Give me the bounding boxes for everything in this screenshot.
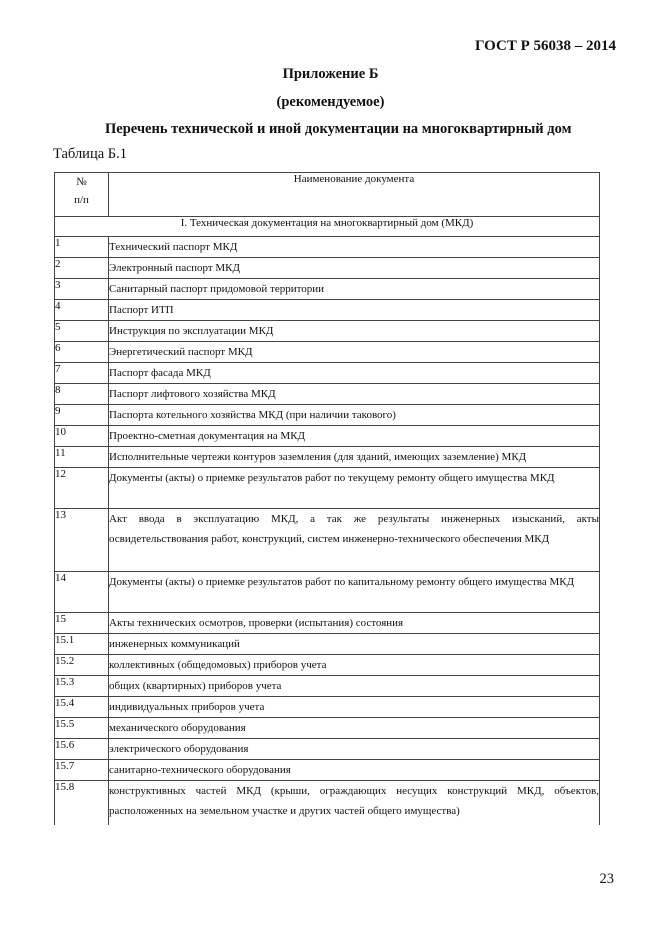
document-name: конструктивных частей МКД (крыши, ограждающих несущих конструкций МКД, объектов, расположенных на земельном участке и других частей общего имущества) (109, 781, 600, 826)
document-name: Паспорт фасада МКД (109, 363, 600, 384)
column-header-number-sign: № (76, 176, 87, 188)
document-name: Акт ввода в эксплуатацию МКД, а так же результаты инженерных изысканий, акты освидетельствования работ, конструкций, систем инженерно-технического обеспечения МКД (109, 509, 600, 572)
table-label: Таблица Б.1 (53, 146, 127, 162)
table-row (55, 384, 600, 405)
document-name: общих (квартирных) приборов учета (109, 676, 600, 697)
row-number: 1 (55, 237, 109, 258)
row-number: 3 (55, 279, 109, 300)
table-row (55, 697, 600, 718)
table-row (55, 321, 600, 342)
table-row (55, 760, 600, 781)
table-row (55, 468, 600, 509)
document-name: санитарно-технического оборудования (109, 760, 600, 781)
table-row (55, 509, 600, 572)
document-name: Паспорт ИТП (109, 300, 600, 321)
row-number: 15.2 (55, 655, 109, 676)
row-number: 12 (55, 468, 109, 509)
row-number: 6 (55, 342, 109, 363)
document-name: Исполнительные чертежи контуров заземления (для зданий, имеющих заземление) МКД (109, 447, 600, 468)
row-number: 15.3 (55, 676, 109, 697)
document-name: коллективных (общедомовых) приборов учета (109, 655, 600, 676)
table-row (55, 279, 600, 300)
table-row (55, 342, 600, 363)
table-row (55, 634, 600, 655)
row-number: 11 (55, 447, 109, 468)
document-name: механического оборудования (109, 718, 600, 739)
document-name: Акты технических осмотров, проверки (испытания) состояния (109, 613, 600, 634)
table-row (55, 718, 600, 739)
row-number: 10 (55, 426, 109, 447)
appendix-title: Приложение Б (282, 66, 379, 82)
document-name: индивидуальных приборов учета (109, 697, 600, 718)
table-row (55, 237, 600, 258)
row-number: 8 (55, 384, 109, 405)
table-row (55, 781, 600, 826)
row-number: 15.4 (55, 697, 109, 718)
documentation-table (54, 172, 600, 825)
table-row (55, 405, 600, 426)
column-header-name: Наименование документа (109, 173, 600, 217)
document-list-title: Перечень технической и иной документации на многоквартирный дом (105, 121, 572, 137)
table-row (55, 676, 600, 697)
document-name: Паспорт лифтового хозяйства МКД (109, 384, 600, 405)
row-number: 15 (55, 613, 109, 634)
row-number: 2 (55, 258, 109, 279)
column-header-number-abbrev: п/п (74, 194, 89, 206)
row-number: 15.5 (55, 718, 109, 739)
row-number: 7 (55, 363, 109, 384)
document-name: Энергетический паспорт МКД (109, 342, 600, 363)
row-number: 14 (55, 572, 109, 613)
page-number: 23 (599, 871, 614, 887)
row-number: 4 (55, 300, 109, 321)
document-name: Паспорта котельного хозяйства МКД (при наличии такового) (109, 405, 600, 426)
section-heading: I. Техническая документация на многоквартирный дом (МКД) (55, 217, 600, 237)
document-name: Документы (акты) о приемке результатов работ по капитальному ремонту общего имущества МКД (109, 572, 600, 613)
table-row (55, 447, 600, 468)
document-name: Санитарный паспорт придомовой территории (109, 279, 600, 300)
table-row (55, 613, 600, 634)
row-number: 9 (55, 405, 109, 426)
row-number: 15.6 (55, 739, 109, 760)
table-row (55, 426, 600, 447)
appendix-status: (рекомендуемое) (276, 94, 385, 110)
row-number: 15.7 (55, 760, 109, 781)
document-name: Проектно-сметная документация на МКД (109, 426, 600, 447)
document-name: Электронный паспорт МКД (109, 258, 600, 279)
table-row (55, 739, 600, 760)
table-row (55, 572, 600, 613)
row-number: 13 (55, 509, 109, 572)
row-number: 5 (55, 321, 109, 342)
table-row (55, 300, 600, 321)
document-name: электрического оборудования (109, 739, 600, 760)
table-row (55, 258, 600, 279)
document-name: Инструкция по эксплуатации МКД (109, 321, 600, 342)
document-name: инженерных коммуникаций (109, 634, 600, 655)
row-number: 15.1 (55, 634, 109, 655)
document-name: Технический паспорт МКД (109, 237, 600, 258)
document-name: Документы (акты) о приемке результатов работ по текущему ремонту общего имущества МКД (109, 468, 600, 509)
column-header-number (55, 173, 109, 217)
row-number: 15.8 (55, 781, 109, 826)
table-row (55, 363, 600, 384)
table-row (55, 655, 600, 676)
standard-number: ГОСТ Р 56038 – 2014 (474, 38, 616, 54)
